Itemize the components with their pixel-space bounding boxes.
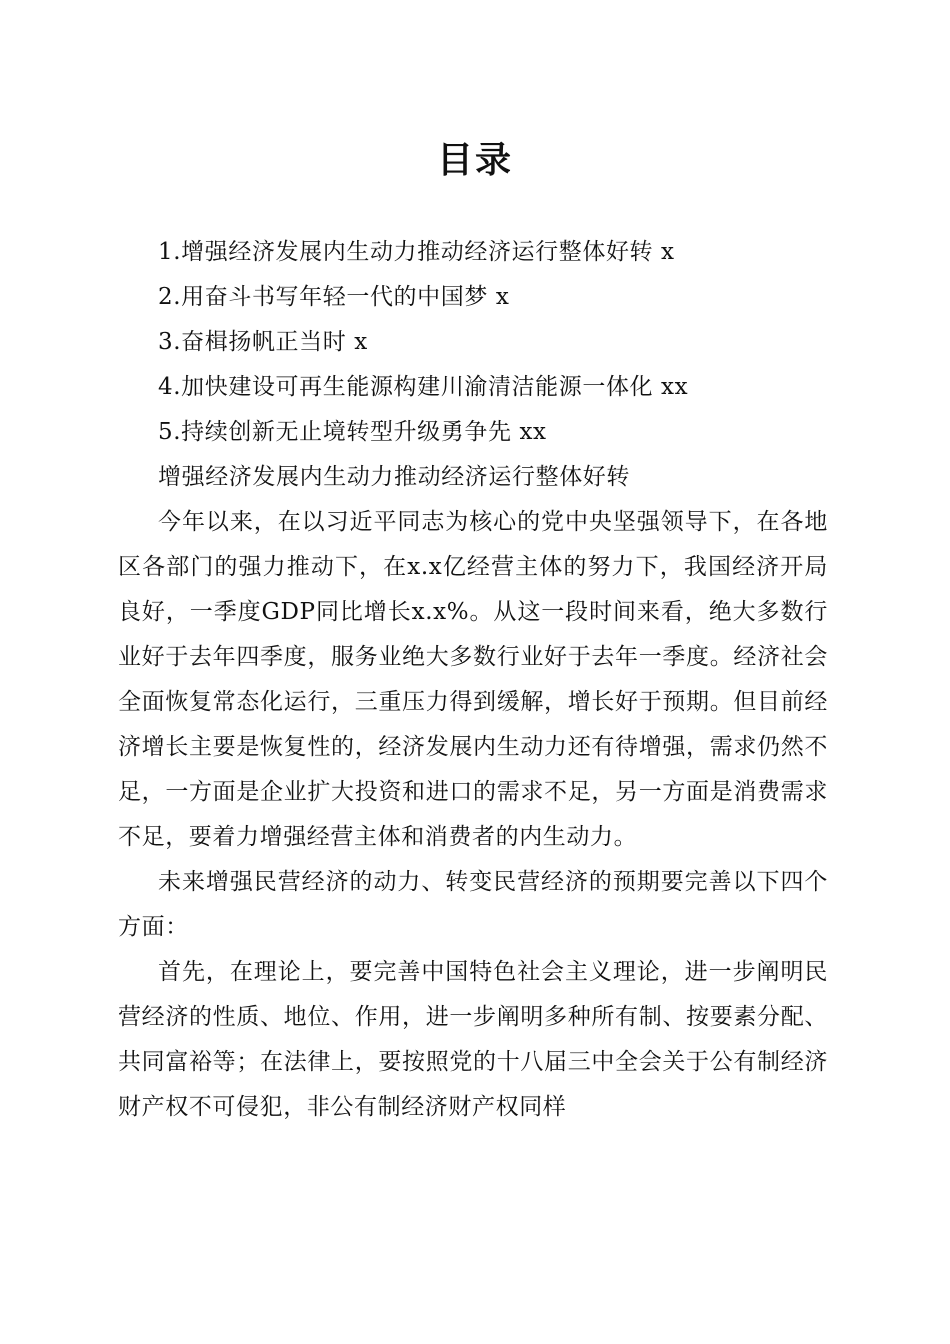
toc-item-2: 2.用奋斗书写年轻一代的中国梦 x — [158, 284, 510, 310]
page-title: 目录 — [436, 139, 513, 181]
body-paragraph-3: 首先，在理论上，要完善中国特色社会主义理论，进一步阐明民营经济的性质、地位、作用，进一步阐明多种所有制、按要素分配、共同富裕等；在法律上，要按照党的十八届三中全会关于公有制经济财产权不可侵犯，非公有制经济财产权同样 — [118, 959, 828, 1120]
toc-item-3: 3.奋楫扬帆正当时 x — [158, 329, 368, 355]
toc-item-1: 1.增强经济发展内生动力推动经济运行整体好转 x — [158, 239, 675, 265]
body-paragraph-2: 未来增强民营经济的动力、转变民营经济的预期要完善以下四个方面： — [118, 869, 828, 940]
body-paragraph-1: 今年以来，在以习近平同志为核心的党中央坚强领导下，在各地区各部门的强力推动下，在x.x亿经营主体的努力下，我国经济开局良好，一季度GDP同比增长x.x%。从这一段时间来看，绝大多数行业好于去年四季度，服务业绝大多数行业好于去年一季度。经济社会全面恢复常态化运行，三重压力得到缓解，增长好于预期。但目前经济增长主要是恢复性的，经济发展内生动力还有待增强，需求仍然不足，一方面是企业扩大投资和进口的需求不足，另一方面是消费需求不足，要着力增强经营主体和消费者的内生动力。 — [118, 509, 828, 850]
section-heading: 增强经济发展内生动力推动经济运行整体好转 — [158, 464, 630, 490]
table-of-contents — [118, 230, 828, 455]
document-body — [118, 230, 828, 1130]
toc-item-5: 5.持续创新无止境转型升级勇争先 xx — [158, 419, 547, 445]
toc-item-4: 4.加快建设可再生能源构建川渝清洁能源一体化 xx — [158, 374, 689, 400]
